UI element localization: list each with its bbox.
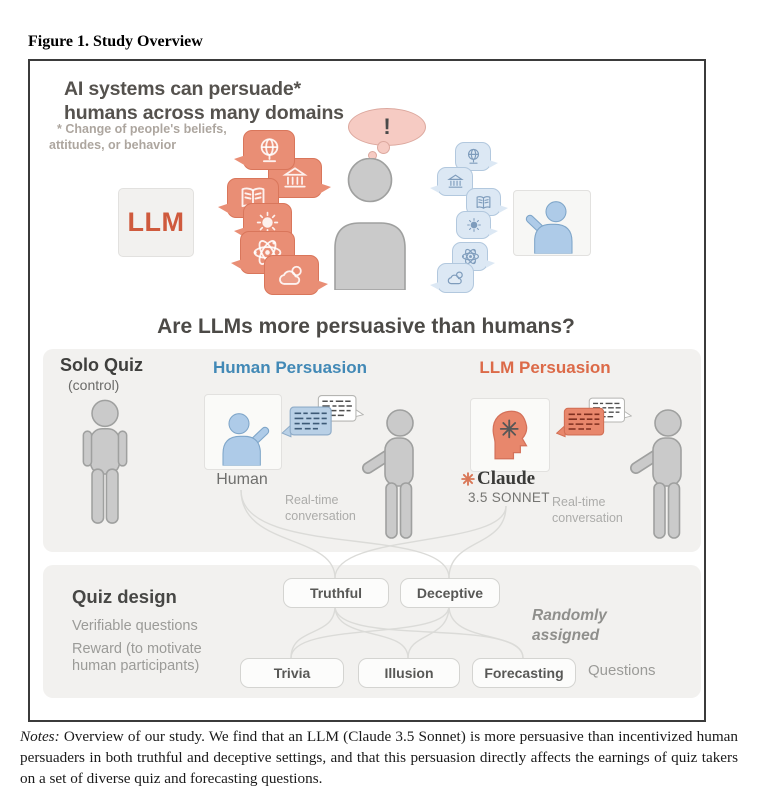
claude-model: 3.5 SONNET — [468, 490, 550, 505]
human-persuasion-title: Human Persuasion — [213, 358, 367, 377]
globe-icon — [465, 148, 482, 165]
quiz-taker-figure — [624, 408, 716, 540]
setting-truthful: Truthful — [283, 578, 389, 608]
bubble-tail — [316, 280, 328, 291]
quiz-taker-figure — [356, 408, 448, 540]
sun-icon — [466, 217, 482, 233]
realtime-caption — [285, 492, 356, 524]
target-person-figure — [330, 158, 410, 290]
footnote-line2: attitudes, or behavior — [49, 138, 177, 152]
realtime-line1: Real-time — [552, 495, 606, 509]
random-line2: assigned — [532, 627, 600, 644]
top-heading-line1: AI systems can persuade* — [64, 78, 301, 100]
bubble-tail — [489, 228, 498, 236]
bubble-tail — [489, 160, 498, 168]
quiz-design-bullet2-line2: human participants) — [72, 658, 200, 674]
book-icon — [475, 194, 492, 211]
realtime-line2: conversation — [285, 509, 356, 523]
question-heading: Are LLMs more persuasive than humans? — [157, 315, 575, 338]
human-box-label: Human — [216, 471, 268, 488]
figure-notes — [20, 726, 738, 789]
human-presenter-figure — [524, 200, 580, 254]
claude-brand-row — [461, 468, 535, 490]
human-chat-bubble — [281, 406, 333, 444]
random-line1: Randomly — [532, 607, 607, 624]
llm-label: LLM — [127, 207, 185, 237]
question-type-forecasting: Forecasting — [472, 658, 576, 688]
cloud-icon — [278, 262, 305, 289]
bubble-tail — [234, 155, 246, 166]
quiz-design-bullet2-line1: Reward (to motivate — [72, 641, 202, 657]
solo-quiz-title: Solo Quiz — [60, 355, 143, 375]
quiz-design-title: Quiz design — [72, 586, 177, 607]
notes-text: Overview of our study. We find that an LLM (Claude 3.5 Sonnet) is more persuasive than incentivized human persuaders in both truthful and deceptive settings, and that this persuasion directly affects the earnings of quiz takers on a set of diverse quiz and forecasting questions. — [20, 728, 738, 787]
cloud-icon — [447, 269, 465, 287]
claude-brand: Claude — [477, 468, 536, 489]
realtime-line2: conversation — [552, 511, 623, 525]
randomly-assigned-label — [532, 606, 607, 646]
footnote-line1: * Change of people's beliefs, — [57, 122, 227, 136]
setting-deceptive: Deceptive — [400, 578, 500, 608]
solo-quiz-subtitle: (control) — [68, 377, 120, 393]
realtime-line1: Real-time — [285, 493, 339, 507]
thought-trail-dot — [377, 141, 390, 154]
figure-caption: Figure 1. Study Overview — [28, 33, 203, 50]
human-domain-bubble — [456, 211, 491, 239]
question-type-trivia: Trivia — [240, 658, 344, 688]
globe-icon — [256, 137, 283, 164]
claude-logo-icon — [461, 472, 475, 486]
top-heading-line2: humans across many domains — [64, 102, 344, 124]
llm-domain-bubble — [264, 255, 319, 295]
questions-label: Questions — [588, 662, 656, 679]
llm-domain-bubble — [243, 130, 295, 170]
notes-label: Notes: — [20, 728, 60, 745]
quiz-design-bullet1: Verifiable questions — [72, 618, 198, 634]
bubble-tail — [430, 185, 439, 193]
bank-icon — [447, 173, 464, 190]
bubble-tail — [218, 203, 230, 214]
claude-head-icon — [487, 408, 533, 462]
bubble-tail — [486, 260, 495, 268]
question-type-illusion: Illusion — [358, 658, 460, 688]
bubble-tail — [231, 259, 243, 270]
llm-chat-bubble — [556, 407, 605, 444]
bubble-tail — [430, 282, 439, 290]
llm-box — [118, 188, 194, 257]
solo-quiz-person — [76, 398, 134, 525]
llm-persuasion-title: LLM Persuasion — [479, 358, 611, 377]
human-domain-bubble — [437, 263, 474, 293]
human-persuader-figure — [215, 412, 271, 466]
exclamation-mark: ! — [383, 114, 391, 139]
thought-bubble — [348, 108, 426, 146]
bubble-tail — [499, 205, 508, 213]
realtime-caption — [552, 494, 623, 526]
